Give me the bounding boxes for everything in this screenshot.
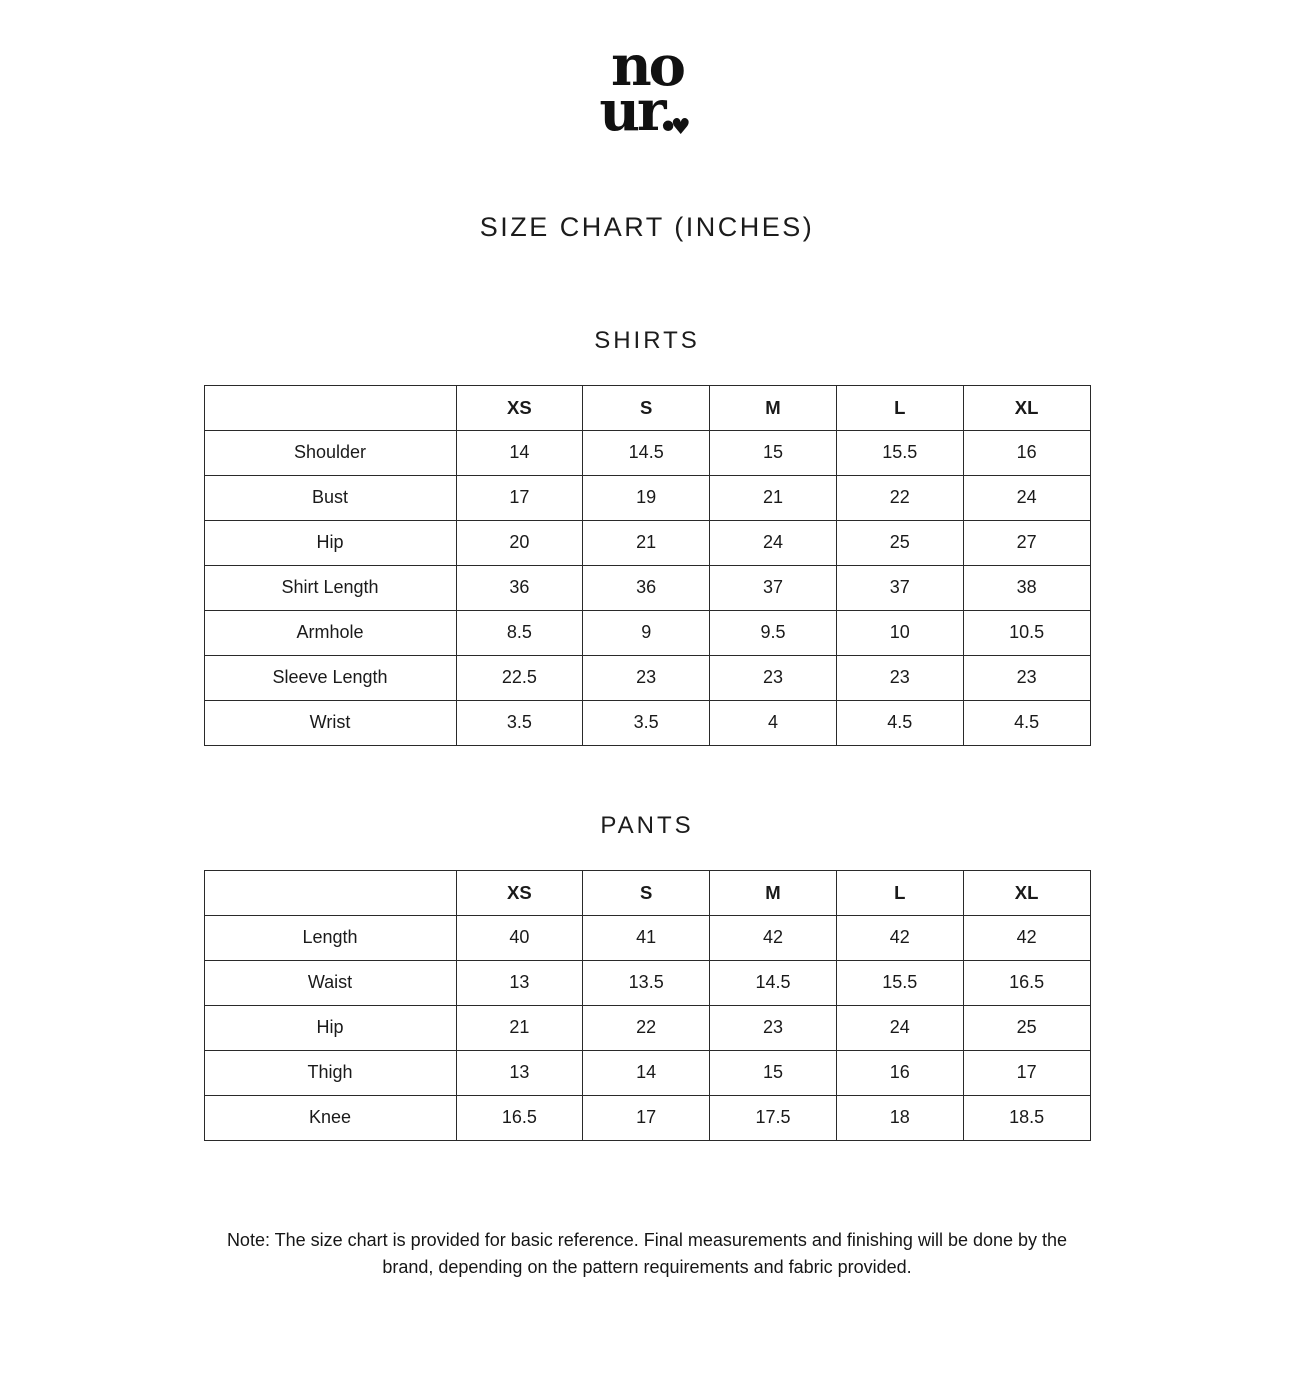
value-cell: 21 [583, 520, 710, 565]
value-cell: 15 [710, 430, 837, 475]
size-header-cell: S [583, 870, 710, 915]
table-row [204, 915, 1090, 960]
value-cell: 37 [710, 565, 837, 610]
measurement-label-cell: Length [204, 915, 456, 960]
value-cell: 15.5 [836, 960, 963, 1005]
value-cell: 18.5 [963, 1095, 1090, 1140]
size-header-cell: S [583, 385, 710, 430]
table-row [204, 610, 1090, 655]
measurement-label-cell: Bust [204, 475, 456, 520]
value-cell: 41 [583, 915, 710, 960]
measurement-label-cell: Armhole [204, 610, 456, 655]
header-row [204, 870, 1090, 915]
value-cell: 38 [963, 565, 1090, 610]
logo-text-ur: ur. [599, 77, 675, 144]
table-row [204, 520, 1090, 565]
table-row [204, 430, 1090, 475]
footer-note-line1: Note: The size chart is provided for basic reference. Final measurements and finishing will be done by the [226, 1229, 1068, 1250]
value-cell: 42 [710, 915, 837, 960]
value-cell: 42 [836, 915, 963, 960]
value-cell: 25 [836, 520, 963, 565]
value-cell: 20 [456, 520, 583, 565]
measurement-label-cell: Shirt Length [204, 565, 456, 610]
value-cell: 25 [963, 1005, 1090, 1050]
value-cell: 4.5 [963, 700, 1090, 745]
value-cell: 16.5 [456, 1095, 583, 1140]
size-header-cell: M [710, 385, 837, 430]
measurement-label-cell: Sleeve Length [204, 655, 456, 700]
value-cell: 17 [963, 1050, 1090, 1095]
table-row [204, 1095, 1090, 1140]
measurement-label-cell: Shoulder [204, 430, 456, 475]
corner-cell [204, 385, 456, 430]
measurement-label-cell: Wrist [204, 700, 456, 745]
value-cell: 42 [963, 915, 1090, 960]
value-cell: 15.5 [836, 430, 963, 475]
header-row [204, 385, 1090, 430]
value-cell: 16 [836, 1050, 963, 1095]
footer-note [142, 1227, 1152, 1283]
table-row [204, 565, 1090, 610]
value-cell: 22 [836, 475, 963, 520]
table-row [204, 700, 1090, 745]
section-title-shirts: SHIRTS [594, 326, 700, 354]
value-cell: 19 [583, 475, 710, 520]
size-header-cell: XL [963, 870, 1090, 915]
value-cell: 8.5 [456, 610, 583, 655]
heart-icon: ♥ [670, 114, 691, 140]
value-cell: 14.5 [710, 960, 837, 1005]
table-row [204, 960, 1090, 1005]
value-cell: 24 [836, 1005, 963, 1050]
pants-size-table [204, 870, 1091, 1141]
value-cell: 23 [583, 655, 710, 700]
size-header-cell: L [836, 385, 963, 430]
value-cell: 16 [963, 430, 1090, 475]
table-row [204, 655, 1090, 700]
value-cell: 22.5 [456, 655, 583, 700]
value-cell: 13 [456, 1050, 583, 1095]
shirts-size-table [204, 385, 1091, 746]
value-cell: 3.5 [583, 700, 710, 745]
value-cell: 23 [963, 655, 1090, 700]
value-cell: 10 [836, 610, 963, 655]
value-cell: 15 [710, 1050, 837, 1095]
value-cell: 36 [583, 565, 710, 610]
value-cell: 21 [456, 1005, 583, 1050]
measurement-label-cell: Knee [204, 1095, 456, 1140]
measurement-label-cell: Hip [204, 1005, 456, 1050]
section-title-pants: PANTS [600, 811, 694, 839]
value-cell: 17 [456, 475, 583, 520]
value-cell: 22 [583, 1005, 710, 1050]
value-cell: 23 [710, 655, 837, 700]
table-row [204, 1050, 1090, 1095]
value-cell: 10.5 [963, 610, 1090, 655]
brand-logo [0, 33, 1294, 144]
logo-text-line1: no [610, 33, 684, 99]
value-cell: 13.5 [583, 960, 710, 1005]
table-row [204, 1005, 1090, 1050]
page-title: SIZE CHART (INCHES) [479, 211, 815, 242]
value-cell: 14 [456, 430, 583, 475]
value-cell: 13 [456, 960, 583, 1005]
value-cell: 18 [836, 1095, 963, 1140]
size-header-cell: XL [963, 385, 1090, 430]
logo-text-line2 [0, 77, 1294, 144]
value-cell: 16.5 [963, 960, 1090, 1005]
measurement-label-cell: Hip [204, 520, 456, 565]
size-header-cell: XS [456, 385, 583, 430]
value-cell: 4.5 [836, 700, 963, 745]
value-cell: 14 [583, 1050, 710, 1095]
value-cell: 36 [456, 565, 583, 610]
size-header-cell: M [710, 870, 837, 915]
value-cell: 23 [710, 1005, 837, 1050]
value-cell: 17.5 [710, 1095, 837, 1140]
value-cell: 23 [836, 655, 963, 700]
value-cell: 27 [963, 520, 1090, 565]
value-cell: 14.5 [583, 430, 710, 475]
value-cell: 24 [710, 520, 837, 565]
value-cell: 9.5 [710, 610, 837, 655]
measurement-label-cell: Thigh [204, 1050, 456, 1095]
corner-cell [204, 870, 456, 915]
value-cell: 9 [583, 610, 710, 655]
value-cell: 24 [963, 475, 1090, 520]
footer-note-line2: brand, depending on the pattern requirements and fabric provided. [382, 1257, 912, 1278]
value-cell: 37 [836, 565, 963, 610]
size-header-cell: XS [456, 870, 583, 915]
value-cell: 21 [710, 475, 837, 520]
value-cell: 4 [710, 700, 837, 745]
size-header-cell: L [836, 870, 963, 915]
value-cell: 40 [456, 915, 583, 960]
measurement-label-cell: Waist [204, 960, 456, 1005]
value-cell: 3.5 [456, 700, 583, 745]
value-cell: 17 [583, 1095, 710, 1140]
table-row [204, 475, 1090, 520]
